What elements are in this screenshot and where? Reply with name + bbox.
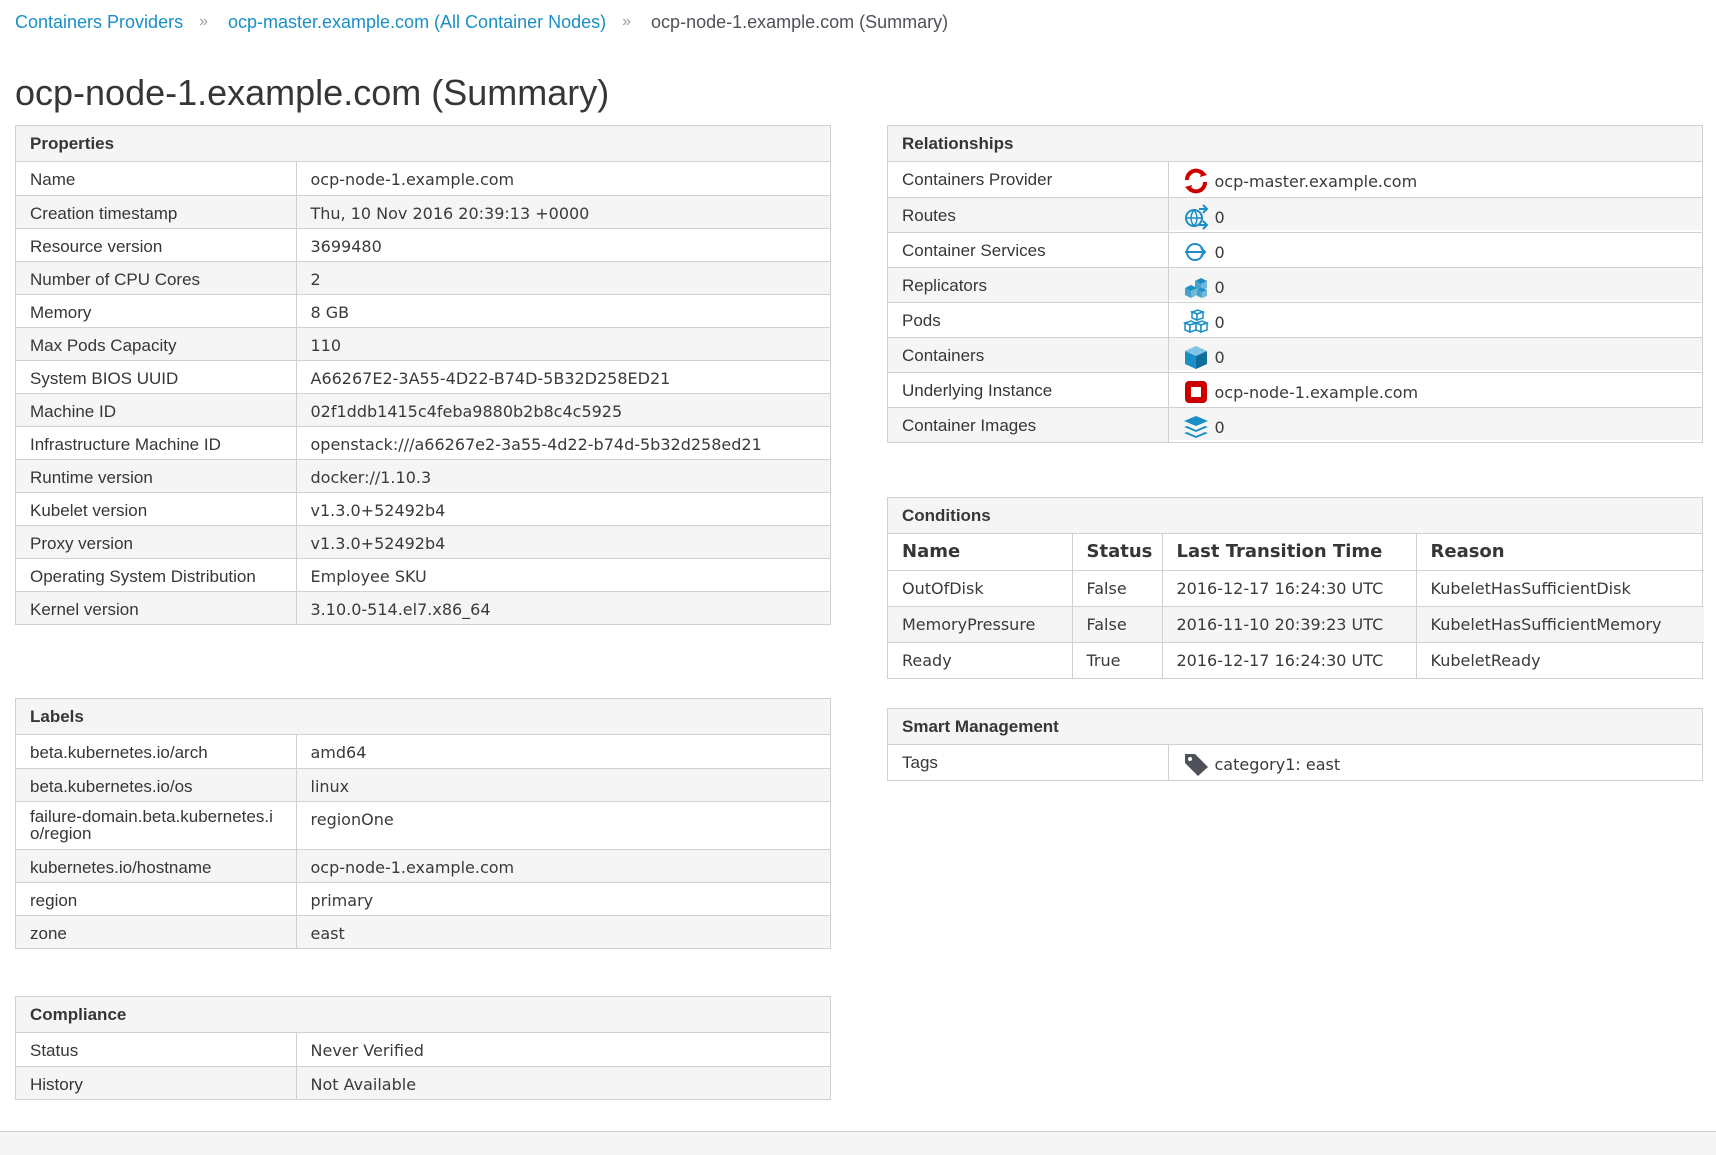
relationship-value-cell[interactable]: [1169, 197, 1703, 230]
openstack-icon: [1183, 379, 1209, 405]
label-value: primary: [296, 882, 830, 915]
relationships-panel: [887, 125, 1703, 443]
properties-panel: [15, 125, 831, 625]
property-row: [16, 261, 830, 294]
property-row: [16, 591, 830, 624]
condition-status: False: [1072, 606, 1162, 642]
property-row: [16, 162, 830, 195]
relationship-key: Underlying Instance: [888, 372, 1168, 407]
label-value: east: [296, 915, 830, 948]
property-key: Creation timestamp: [16, 195, 296, 228]
property-value: v1.3.0+52492b4: [296, 525, 830, 558]
label-value: amd64: [310, 743, 367, 762]
relationship-value-cell[interactable]: [1169, 232, 1703, 265]
conditions-table: [888, 534, 1704, 678]
relationship-row: [888, 162, 1702, 197]
smart-management-key: Tags: [888, 745, 1168, 780]
property-key: Kubelet version: [16, 492, 296, 525]
label-key: failure-domain.beta.kubernetes.io/region: [16, 801, 296, 849]
page-title: ocp-node-1.example.com (Summary): [15, 72, 610, 113]
relationship-value-cell[interactable]: [1169, 372, 1703, 405]
property-value: 3699480: [296, 228, 830, 261]
compliance-key: Status: [16, 1033, 296, 1066]
relationship-key: Pods: [888, 302, 1168, 337]
condition-reason: KubeletReady: [1416, 642, 1704, 678]
relationship-value-cell[interactable]: [1169, 407, 1703, 440]
compliance-value: Never Verified: [310, 1041, 424, 1060]
label-row: [16, 801, 830, 849]
relationship-key: Container Images: [888, 407, 1168, 442]
label-row: [16, 735, 830, 768]
relationship-value[interactable]: 0: [1214, 277, 1225, 297]
container-icon: [1183, 344, 1209, 370]
condition-name: OutOfDisk: [888, 570, 1072, 606]
labels-panel-title: Labels: [16, 699, 830, 735]
compliance-value: Not Available: [296, 1066, 830, 1099]
relationship-row: [888, 232, 1702, 267]
condition-row: [888, 606, 1704, 642]
property-value: 110: [296, 327, 830, 360]
property-value: 02f1ddb1415c4feba9880b2b8c4c5925: [296, 393, 830, 426]
relationship-row: [888, 267, 1702, 302]
conditions-column-header: Reason: [1416, 534, 1704, 570]
service-icon: [1183, 239, 1209, 265]
property-value: 8 GB: [296, 294, 830, 327]
pod-icon: [1183, 309, 1209, 335]
condition-row: [888, 642, 1704, 678]
breadcrumb-current: ocp-node-1.example.com (Summary): [651, 11, 949, 32]
property-key: Memory: [16, 294, 296, 327]
openshift-icon: [1183, 168, 1209, 194]
relationships-table: [888, 162, 1702, 442]
property-row: [16, 525, 830, 558]
property-value: 2: [296, 261, 830, 294]
relationship-key: Replicators: [888, 267, 1168, 302]
property-key: Number of CPU Cores: [16, 261, 296, 294]
footer-bar: [0, 1131, 1716, 1155]
property-row: [16, 492, 830, 525]
smart-management-value[interactable]: category1: east: [1214, 754, 1341, 774]
label-row: [16, 768, 830, 801]
replicator-icon: [1183, 274, 1209, 300]
conditions-column-header: Status: [1072, 534, 1162, 570]
relationship-key: Routes: [888, 197, 1168, 232]
relationship-key: Container Services: [888, 232, 1168, 267]
relationship-value-cell[interactable]: [1169, 162, 1703, 194]
relationship-row: [888, 372, 1702, 407]
condition-row: [888, 570, 1704, 606]
compliance-panel: [15, 996, 831, 1100]
property-row: [16, 195, 830, 228]
property-key: Kernel version: [16, 591, 296, 624]
smart-management-table: [888, 745, 1702, 780]
relationship-key: Containers Provider: [888, 162, 1168, 197]
property-key: Operating System Distribution: [16, 558, 296, 591]
route-icon: [1183, 204, 1209, 230]
label-row: [16, 882, 830, 915]
condition-name: MemoryPressure: [888, 606, 1072, 642]
property-row: [16, 327, 830, 360]
property-value: 3.10.0-514.el7.x86_64: [296, 591, 830, 624]
image-stack-icon: [1183, 414, 1209, 440]
compliance-panel-title: Compliance: [16, 997, 830, 1033]
condition-time: 2016-12-17 16:24:30 UTC: [1162, 570, 1416, 606]
smart-management-row: [888, 745, 1702, 780]
relationship-value[interactable]: 0: [1214, 417, 1225, 437]
properties-panel-title: Properties: [16, 126, 830, 162]
relationship-value[interactable]: 0: [1214, 207, 1225, 227]
label-key: zone: [16, 915, 296, 948]
breadcrumb: [15, 10, 948, 34]
label-key: region: [16, 882, 296, 915]
property-value: A66267E2-3A55-4D22-B74D-5B32D258ED21: [296, 360, 830, 393]
property-key: Runtime version: [16, 459, 296, 492]
relationship-value-cell[interactable]: [1169, 302, 1703, 335]
conditions-column-header: Name: [888, 534, 1072, 570]
label-row: [16, 849, 830, 882]
labels-table: [16, 735, 830, 948]
relationship-row: [888, 407, 1702, 442]
property-row: [16, 360, 830, 393]
smart-management-value-cell[interactable]: [1169, 745, 1703, 777]
compliance-row: [16, 1033, 830, 1066]
condition-reason: KubeletHasSufficientMemory: [1416, 606, 1704, 642]
label-value: ocp-node-1.example.com: [296, 849, 830, 882]
condition-status: True: [1072, 642, 1162, 678]
compliance-table: [16, 1033, 830, 1099]
breadcrumb-separator: »: [199, 13, 208, 30]
property-key: Resource version: [16, 228, 296, 261]
property-value: docker://1.10.3: [296, 459, 830, 492]
property-value: openstack:///a66267e2-3a55-4d22-b74d-5b32d258ed21: [296, 426, 830, 459]
relationship-value[interactable]: ocp-node-1.example.com: [1214, 382, 1419, 402]
condition-time: 2016-11-10 20:39:23 UTC: [1162, 606, 1416, 642]
label-key: kubernetes.io/hostname: [16, 849, 296, 882]
relationship-row: [888, 337, 1702, 372]
relationships-panel-title: Relationships: [888, 126, 1702, 162]
relationship-value-cell[interactable]: [1169, 267, 1703, 300]
condition-time: 2016-12-17 16:24:30 UTC: [1162, 642, 1416, 678]
property-row: [16, 393, 830, 426]
property-key: Infrastructure Machine ID: [16, 426, 296, 459]
property-value: Thu, 10 Nov 2016 20:39:13 +0000: [296, 195, 830, 228]
relationship-row: [888, 302, 1702, 337]
tag-icon: [1183, 751, 1209, 777]
labels-panel: [15, 698, 831, 949]
smart-management-panel: [887, 708, 1703, 781]
label-key: beta.kubernetes.io/arch: [16, 735, 296, 768]
label-value: linux: [296, 768, 830, 801]
compliance-key: History: [16, 1066, 296, 1099]
relationship-row: [888, 197, 1702, 232]
breadcrumb-separator: »: [622, 13, 632, 30]
label-value: regionOne: [296, 801, 830, 849]
property-value: Employee SKU: [296, 558, 830, 591]
smart-management-panel-title: Smart Management: [888, 709, 1702, 745]
label-key: beta.kubernetes.io/os: [16, 768, 296, 801]
property-row: [16, 459, 830, 492]
relationship-value-cell[interactable]: [1169, 337, 1703, 370]
property-key: Proxy version: [16, 525, 296, 558]
breadcrumb-link-container-nodes[interactable]: ocp-master.example.com (All Container Nodes): [227, 11, 607, 32]
property-key: Name: [16, 162, 296, 195]
condition-name: Ready: [888, 642, 1072, 678]
label-row: [16, 915, 830, 948]
property-key: Max Pods Capacity: [16, 327, 296, 360]
property-key: System BIOS UUID: [16, 360, 296, 393]
compliance-row: [16, 1066, 830, 1099]
relationship-value[interactable]: 0: [1214, 242, 1225, 262]
relationship-key: Containers: [888, 337, 1168, 372]
condition-status: False: [1072, 570, 1162, 606]
conditions-panel: [887, 497, 1703, 679]
relationship-value[interactable]: 0: [1214, 347, 1225, 367]
property-key: Machine ID: [16, 393, 296, 426]
property-row: [16, 426, 830, 459]
relationship-value[interactable]: 0: [1214, 312, 1225, 332]
property-row: [16, 228, 830, 261]
property-value: v1.3.0+52492b4: [296, 492, 830, 525]
breadcrumb-link-containers-providers[interactable]: Containers Providers: [15, 11, 184, 32]
conditions-panel-title: Conditions: [888, 498, 1702, 534]
condition-reason: KubeletHasSufficientDisk: [1430, 578, 1631, 598]
property-row: [16, 294, 830, 327]
property-value: ocp-node-1.example.com: [310, 170, 515, 189]
properties-table: [16, 162, 830, 624]
property-row: [16, 558, 830, 591]
relationship-value[interactable]: ocp-master.example.com: [1214, 171, 1418, 191]
conditions-column-header: Last Transition Time: [1162, 534, 1416, 570]
